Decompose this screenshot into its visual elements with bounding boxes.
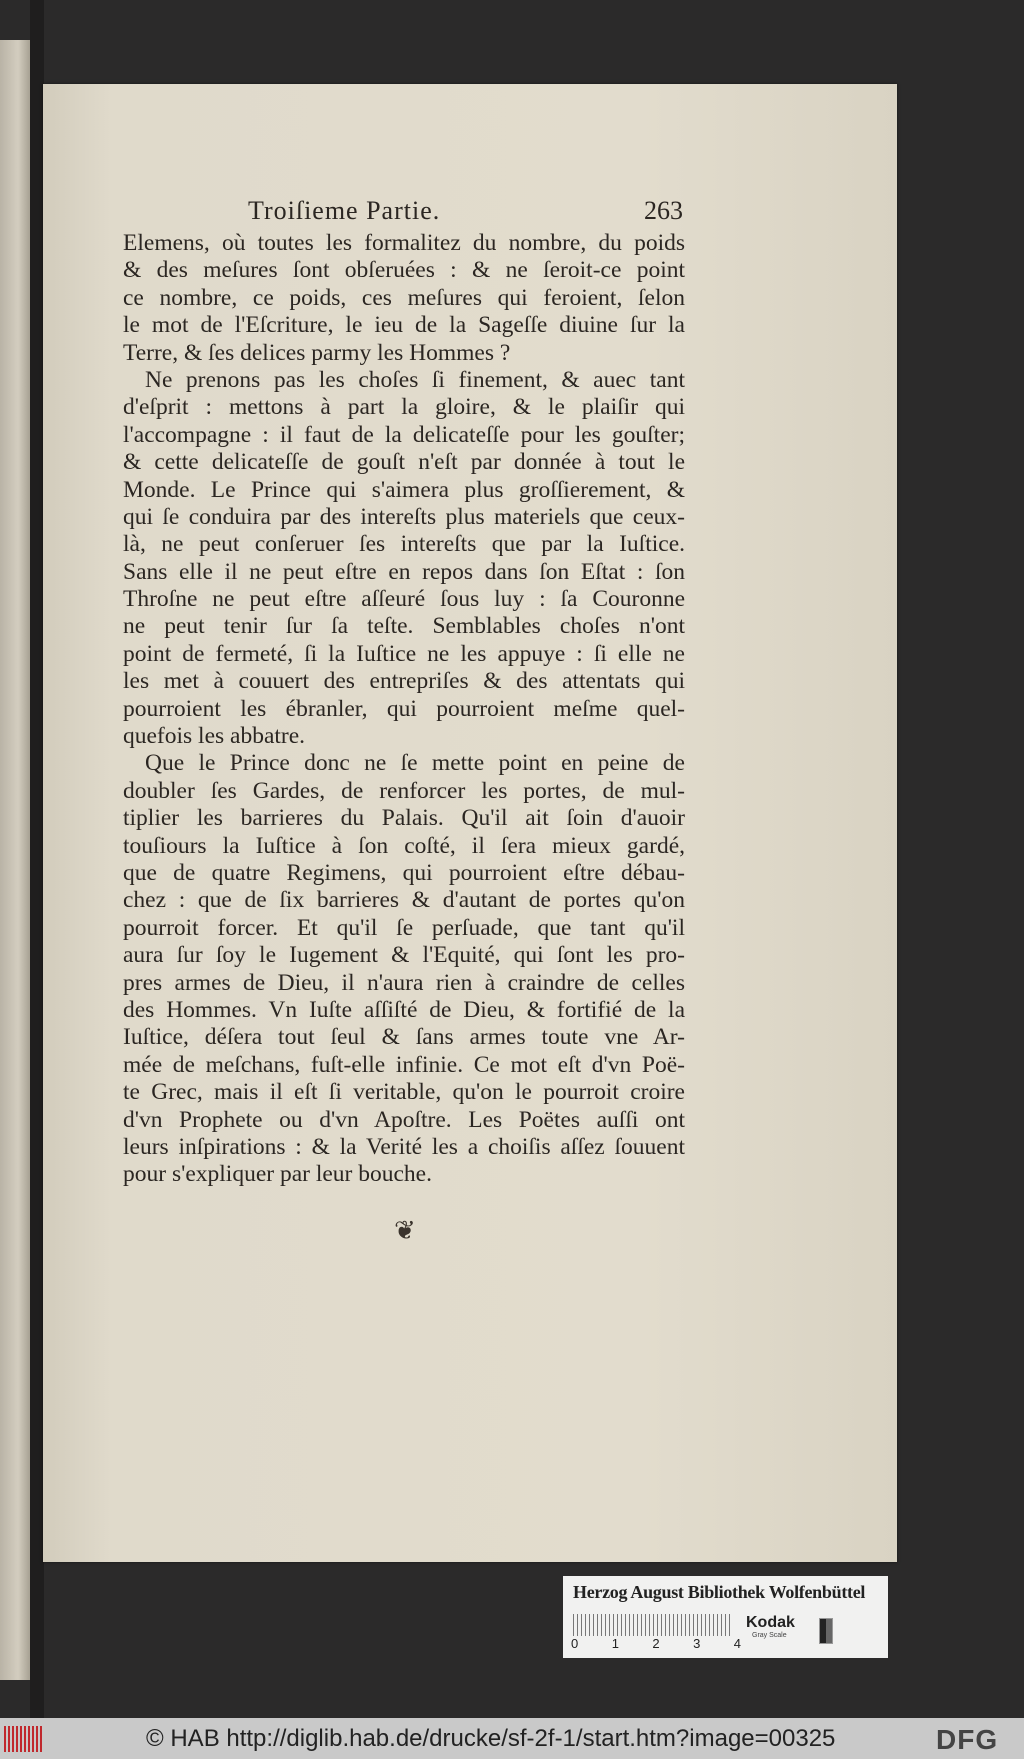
text-line: d'vn Prophete ou d'vn Apoſtre. Les Poëtes auſſi ont [123,1106,685,1133]
text-line: Monde. Le Prince qui s'aimera plus groſſierement, & [123,476,685,503]
text-line: quefois les abbatre. [123,723,306,750]
text-line: que de quatre Regimens, qui pourroient eſtre débau- [123,859,685,886]
text-line: aura ſur ſoy le Iugement & l'Equité, qui ſont les pro- [123,942,685,969]
text-line: Sans elle il ne peut eſtre en repos dans ſon Eſtat : ſon [123,558,685,585]
text-line: pour s'expliquer par leur bouche. [123,1161,432,1188]
text-line: Iuſtice, déſera tout ſeul & ſans armes toute vne Ar- [123,1024,685,1051]
book-spine [30,0,44,1718]
text-line: point de fermeté, ſi la Iuſtice ne les appuye : ſi elle ne [123,640,685,667]
text-line: ce nombre, ce poids, ces meſures qui feroient, ſelon [123,284,685,311]
text-line: mée de meſchans, fuſt-elle infinie. Ce mot eſt d'vn Poë- [123,1051,685,1078]
text-line: là, ne peut conſeruer ſes intereſts que par la Iuſtice. [123,531,685,558]
library-name: Herzog August Bibliothek Wolfenbüttel [573,1582,866,1602]
page-body-text [123,230,685,1189]
ruler-numbers [571,1636,741,1651]
ruler-number: 1 [611,1636,619,1651]
running-header: Troiſieme Partie. [248,196,441,225]
ruler-number: 2 [652,1636,660,1651]
text-line: Elemens, où toutes les formalitez du nombre, du poids [123,230,685,256]
text-line: te Grec, mais il eſt ſi veritable, qu'on le pourroit croire [123,1079,685,1106]
text-line: & des meſures ſont obſeruées : & ne ſeroit-ce point [123,257,685,284]
text-line: Ne prenons pas les choſes ſi finement, & auec tant [145,366,685,393]
text-line: tiplier les barrieres du Palais. Qu'il ait ſoin d'auoir [123,805,685,832]
text-line: leurs inſpirations : & la Verité les a choiſis aſſez ſouuent [123,1133,685,1160]
ruler-number: 3 [693,1636,701,1651]
page-number: 263 [644,196,683,225]
ruler-scale [573,1614,733,1636]
text-line: & cette delicateſſe de gouſt n'eſt par donnée à tout le [123,449,685,476]
printer-ornament-icon: ❦ [394,1216,416,1245]
dfg-logo: DFG [936,1724,999,1755]
footer-bar [0,1718,1024,1759]
text-line: touſiours la Iuſtice à ſon coſté, il ſera mieux gardé, [123,832,685,859]
gray-swatch [819,1618,833,1644]
text-line: d'eſprit : mettons à part la gloire, & le plaiſir qui [123,394,685,421]
text-line: l'accompagne : il faut de la delicateſſe pour les gouſter; [123,421,685,448]
text-line: pourroient les ébranler, qui pourroient meſme quel- [123,695,685,722]
text-line: Que le Prince donc ne ſe mette point en peine de [145,750,685,777]
text-line: Terre, & ſes delices parmy les Hommes ? [123,339,511,366]
text-line: des Hommes. Vn Iuſte aſſiſté de Dieu, & fortifié de la [123,996,685,1023]
hab-logo-icon [4,1726,44,1752]
text-line: doubler ſes Gardes, de renforcer les portes, de mul- [123,777,685,804]
ruler-number: 4 [733,1636,741,1651]
ruler-number: 0 [571,1636,579,1651]
gray-scale-caption: Gray Scale [752,1632,787,1639]
text-line: pres armes de Dieu, il n'aura rien à craindre de celles [123,969,685,996]
text-line: le mot de l'Eſcriture, le ieu de la Sageſſe diuine ſur la [123,312,685,339]
kodak-brand: Kodak [746,1614,795,1631]
copyright-url[interactable]: © HAB http://diglib.hab.de/drucke/sf-2f-1/start.htm?image=00325 [146,1725,836,1752]
text-line: les met à couuert des entrepriſes & des attentats qui [123,668,685,695]
text-line: ne peut tenir ſur ſa teſte. Semblables choſes n'ont [123,613,685,640]
text-line: pourroit forcer. Et qu'il ſe perſuade, que tant qu'il [123,914,685,941]
text-line: chez : que de ſix barrieres & d'autant de portes qu'on [123,887,685,914]
text-line: qui ſe conduira par des intereſts plus materiels que ceux- [123,503,685,530]
text-line: Throſne ne peut eſtre aſſeuré ſous luy : ſa Couronne [123,586,685,613]
library-color-card [563,1576,888,1658]
previous-page-edge [0,40,30,1680]
